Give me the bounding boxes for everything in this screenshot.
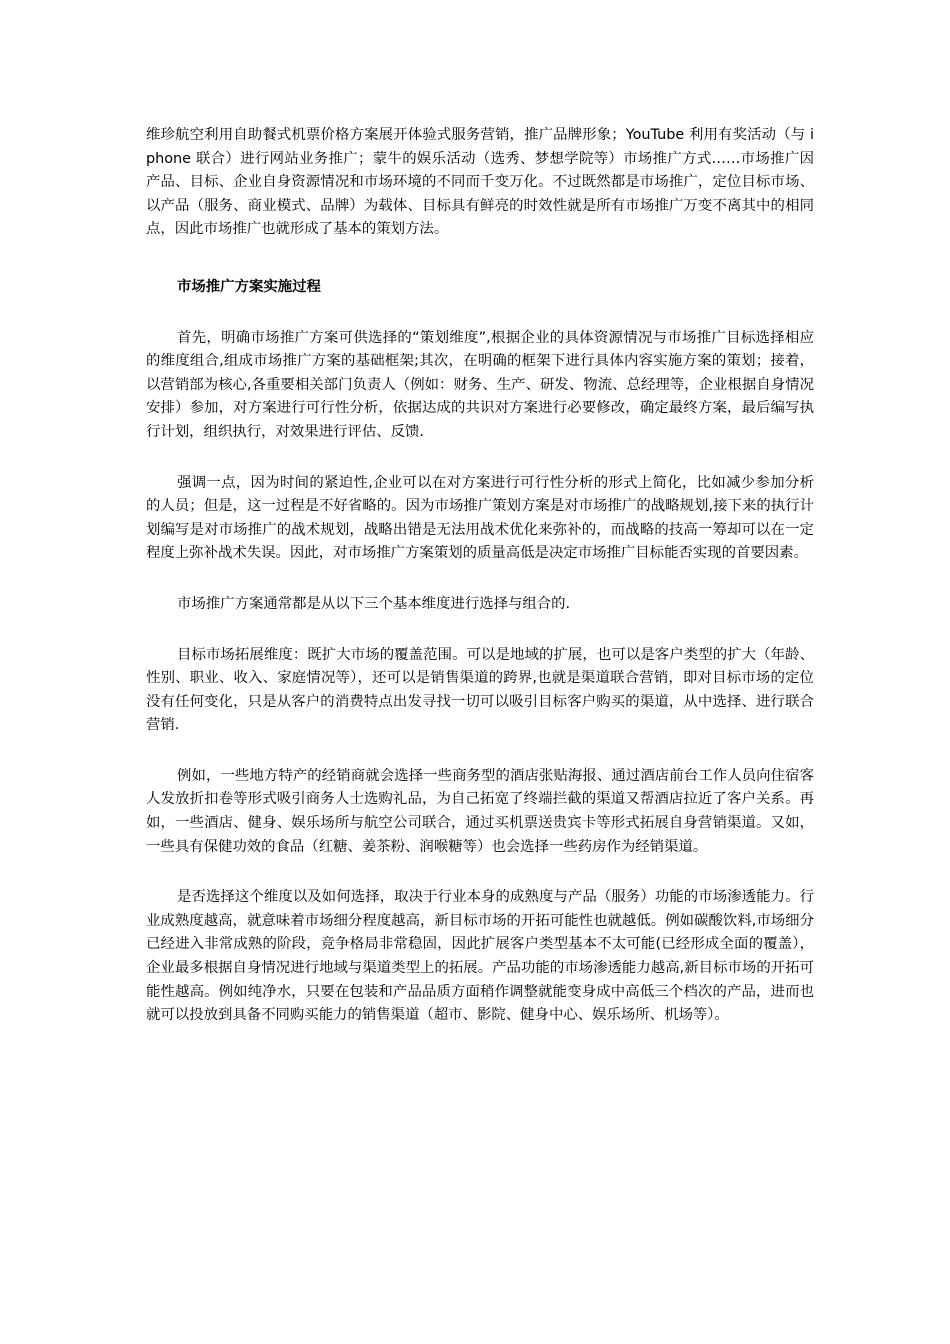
- paragraph-intro: 维珍航空利用自助餐式机票价格方案展开体验式服务营销，推广品牌形象；YouTube 利用有奖活动（与 iphone 联合）进行网站业务推广；蒙牛的娱乐活动（选秀、梦想学院等）市场推广方式……市场推广因产品、目标、企业自身资源情况和市场环境的不同而千变万化。不过既然都是市场推广，定位目标市场、以产品（服务、商业模式、品牌）为载体、目标具有鲜亮的时效性就是所有市场推广万变不离其中的相同点，因此市场推广也就形成了基本的策划方法。: [146, 127, 814, 238]
- paragraph-emphasis: 强调一点，因为时间的紧迫性,企业可以在对方案进行可行性分析的形式上简化，比如减少参加分析的人员；但是，这一过程是不好省略的。因为市场推广策划方案是对市场推广的战略规划,接下来的执行计划编写是对市场推广的战术规划，战略出错是无法用战术优化来弥补的，而战略的技高一筹却可以在一定程度上弥补战术失误。因此，对市场推广方案策划的质量高低是决定市场推广目标能否实现的首要因素。: [146, 474, 814, 562]
- paragraph-process: 首先，明确市场推广方案可供选择的“策划维度”,根据企业的具体资源情况与市场推广目标选择相应的维度组合,组成市场推广方案的基础框架;其次，在明确的框架下进行具体内容实施方案的策划；接着，以营销部为核心,各重要相关部门负责人（例如：财务、生产、研发、物流、总经理等，企业根据自身情况安排）参加，对方案进行可行性分析，依据达成的共识对方案进行必要修改，确定最终方案，最后编写执行计划，组织执行，对效果进行评估、反馈.: [146, 329, 814, 440]
- section-heading: 市场推广方案实施过程: [177, 278, 321, 295]
- document-page: [146, 124, 814, 1028]
- paragraph-examples: 例如，一些地方特产的经销商就会选择一些商务型的酒店张贴海报、通过酒店前台工作人员向住宿客人发放折扣卷等形式吸引商务人士选购礼品，为自己拓宽了终端拦截的渠道又帮酒店拉近了客户关系。再如，一些酒店、健身、娱乐场所与航空公司联合，通过买机票送贵宾卡等形式拓展自身营销渠道。又如，一些具有保健功效的食品（红糖、姜茶粉、润喉糖等）也会选择一些药房作为经销渠道。: [146, 767, 814, 855]
- paragraph-dimensions: 市场推广方案通常都是从以下三个基本维度进行选择与组合的.: [177, 595, 571, 612]
- paragraph-maturity: 是否选择这个维度以及如何选择，取决于行业本身的成熟度与产品（服务）功能的市场渗透能力。行业成熟度越高，就意味着市场细分程度越高，新目标市场的开拓可能性也就越低。例如碳酸饮料,市场细分已经进入非常成熟的阶段，竞争格局非常稳固，因此扩展客户类型基本不太可能(已经形成全面的覆盖），企业最多根据自身情况进行地域与渠道类型上的拓展。产品功能的市场渗透能力越高,新目标市场的开拓可能性越高。例如纯净水，只要在包装和产品品质方面稍作调整就能变身成中高低三个档次的产品，进而也就可以投放到具备不同购买能力的销售渠道（超市、影院、健身中心、娱乐场所、机场等）。: [146, 889, 814, 1024]
- paragraph-target-market: 目标市场拓展维度：既扩大市场的覆盖范围。可以是地域的扩展，也可以是客户类型的扩大（年龄、性别、职业、收入、家庭情况等），还可以是销售渠道的跨界,也就是渠道联合营销，即对目标市场的定位没有任何变化，只是从客户的消费特点出发寻找一切可以吸引目标客户购买的渠道，从中选择、进行联合营销.: [146, 646, 814, 734]
